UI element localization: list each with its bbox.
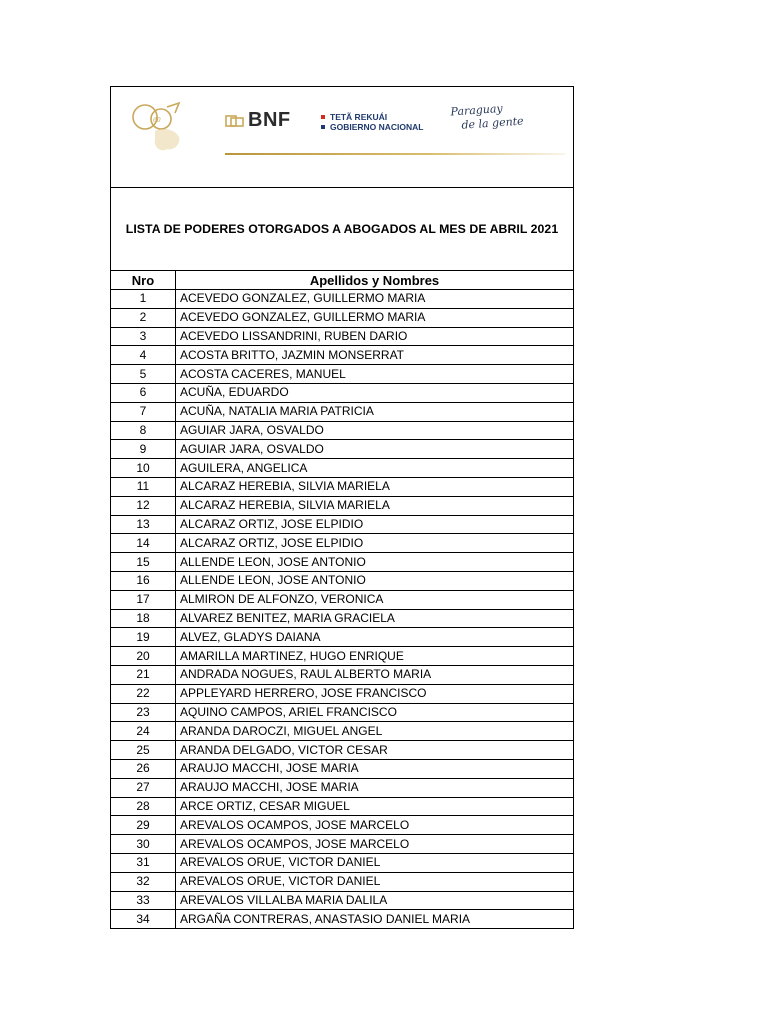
row-number: 21 — [111, 665, 176, 684]
row-number: 2 — [111, 308, 176, 327]
row-name: ARAUJO MACCHI, JOSE MARIA — [176, 778, 574, 797]
table-row — [111, 496, 573, 515]
row-name: ACOSTA CACERES, MANUEL — [176, 365, 574, 384]
row-number: 31 — [111, 853, 176, 872]
bnf-mark-icon — [225, 113, 245, 129]
row-number: 12 — [111, 496, 176, 515]
row-number: 30 — [111, 835, 176, 854]
table-header-row — [111, 271, 573, 290]
slogan-signature — [450, 101, 524, 134]
row-name: ALVEZ, GLADYS DAIANA — [176, 628, 574, 647]
table-row — [111, 553, 573, 572]
row-number: 22 — [111, 684, 176, 703]
row-name: ANDRADA NOGUES, RAUL ALBERTO MARIA — [176, 665, 574, 684]
table-row — [111, 684, 573, 703]
row-name: ARGAÑA CONTRERAS, ANASTASIO DANIEL MARIA — [180, 911, 471, 926]
row-number: 25 — [111, 741, 176, 760]
table-row — [111, 383, 573, 402]
row-number: 18 — [111, 609, 176, 628]
table-row — [111, 722, 573, 741]
government-logo — [321, 112, 424, 132]
table-row — [111, 402, 573, 421]
row-name: ARAUJO MACCHI, JOSE MARIA — [176, 759, 574, 778]
flag-red-icon — [321, 115, 325, 119]
row-number: 10 — [111, 459, 176, 478]
table-row — [111, 459, 573, 478]
table-row — [111, 365, 573, 384]
row-name: AGUIAR JARA, OSVALDO — [176, 440, 574, 459]
row-name: ACEVEDO GONZALEZ, GUILLERMO MARIA — [176, 290, 574, 309]
row-number: 8 — [111, 421, 176, 440]
table-row — [111, 346, 573, 365]
table-row — [111, 853, 573, 872]
row-name: ALVAREZ BENITEZ, MARIA GRACIELA — [176, 609, 574, 628]
table-row — [111, 741, 573, 760]
table-row — [111, 835, 573, 854]
row-name: AREVALOS OCAMPOS, JOSE MARCELO — [176, 816, 574, 835]
table-row — [111, 515, 573, 534]
row-name: ALLENDE LEON, JOSE ANTONIO — [176, 553, 574, 572]
table-row — [111, 665, 573, 684]
row-name: ACOSTA BRITTO, JAZMIN MONSERRAT — [176, 346, 574, 365]
letterhead — [111, 87, 573, 188]
column-header-nro: Nro — [111, 271, 176, 290]
row-name: AREVALOS ORUE, VICTOR DANIEL — [176, 853, 574, 872]
row-name: ARANDA DELGADO, VICTOR CESAR — [176, 741, 574, 760]
row-number: 4 — [111, 346, 176, 365]
lawyers-table — [111, 271, 573, 928]
row-number: 19 — [111, 628, 176, 647]
table-row — [111, 290, 573, 309]
row-name: ACUÑA, EDUARDO — [176, 383, 574, 402]
row-number: 3 — [111, 327, 176, 346]
row-name: ALMIRON DE ALFONZO, VERONICA — [176, 590, 574, 609]
table-row — [111, 571, 573, 590]
row-number: 13 — [111, 515, 176, 534]
bnf-label: BNF — [248, 109, 291, 131]
gov-line-2: GOBIERNO NACIONAL — [330, 122, 424, 132]
table-row — [111, 421, 573, 440]
bnf-logo — [225, 109, 291, 132]
row-name: APPLEYARD HERRERO, JOSE FRANCISCO — [176, 684, 574, 703]
document-title: LISTA DE PODERES OTORGADOS A ABOGADOS AL MES DE ABRIL 2021 — [125, 222, 559, 236]
row-name: ACUÑA, NATALIA MARIA PATRICIA — [176, 402, 574, 421]
row-name: ACEVEDO LISSANDRINI, RUBEN DARIO — [176, 327, 574, 346]
flag-blue-icon — [321, 125, 325, 129]
header-divider — [225, 153, 565, 155]
table-row — [111, 703, 573, 722]
row-name: AREVALOS ORUE, VICTOR DANIEL — [176, 872, 574, 891]
column-header-name: Apellidos y Nombres — [176, 271, 574, 290]
row-name: AREVALOS OCAMPOS, JOSE MARCELO — [176, 835, 574, 854]
row-name: ALCARAZ ORTIZ, JOSE ELPIDIO — [176, 534, 574, 553]
row-number: 29 — [111, 816, 176, 835]
row-number: 6 — [111, 383, 176, 402]
slogan-line-1: Paraguay — [450, 101, 504, 119]
row-number: 16 — [111, 571, 176, 590]
anniversary-60-logo-icon — [123, 93, 193, 157]
row-number: 26 — [111, 759, 176, 778]
table-row — [111, 759, 573, 778]
slogan-line-2: de la gente — [461, 114, 525, 132]
table-row — [111, 440, 573, 459]
row-number: 7 — [111, 402, 176, 421]
row-name: AMARILLA MARTINEZ, HUGO ENRIQUE — [176, 647, 574, 666]
table-row — [111, 797, 573, 816]
row-name: ACEVEDO GONZALEZ, GUILLERMO MARIA — [176, 308, 574, 327]
table-row — [111, 628, 573, 647]
row-number: 34 — [111, 910, 176, 928]
row-number: 1 — [111, 290, 176, 309]
row-name: ALCARAZ HEREBIA, SILVIA MARIELA — [176, 496, 574, 515]
document-sheet — [110, 86, 574, 929]
row-number: 32 — [111, 872, 176, 891]
table-row — [111, 327, 573, 346]
row-number: 20 — [111, 647, 176, 666]
row-number: 28 — [111, 797, 176, 816]
row-number: 17 — [111, 590, 176, 609]
row-name: AGUILERA, ANGELICA — [176, 459, 574, 478]
table-row — [111, 308, 573, 327]
row-name: ALCARAZ ORTIZ, JOSE ELPIDIO — [176, 515, 574, 534]
row-name: ALCARAZ HEREBIA, SILVIA MARIELA — [176, 477, 574, 496]
row-name: AGUIAR JARA, OSVALDO — [176, 421, 574, 440]
row-number: 14 — [111, 534, 176, 553]
row-name: AQUINO CAMPOS, ARIEL FRANCISCO — [176, 703, 574, 722]
row-number: 9 — [111, 440, 176, 459]
row-name: AREVALOS VILLALBA MARIA DALILA — [176, 891, 574, 910]
row-number: 23 — [111, 703, 176, 722]
table-row — [111, 816, 573, 835]
table-row — [111, 910, 573, 928]
logo-60-label: 60 — [153, 117, 161, 124]
gov-line-1: TETÃ REKUÁI — [330, 112, 388, 122]
table-row — [111, 891, 573, 910]
table-row — [111, 590, 573, 609]
row-number: 24 — [111, 722, 176, 741]
table-row — [111, 778, 573, 797]
row-name: ALLENDE LEON, JOSE ANTONIO — [176, 571, 574, 590]
title-box — [111, 188, 573, 271]
row-name: ARCE ORTIZ, CESAR MIGUEL — [176, 797, 574, 816]
row-number: 11 — [111, 477, 176, 496]
row-number: 27 — [111, 778, 176, 797]
row-number: 5 — [111, 365, 176, 384]
table-row — [111, 534, 573, 553]
table-row — [111, 609, 573, 628]
table-row — [111, 872, 573, 891]
row-number: 33 — [111, 891, 176, 910]
row-number: 15 — [111, 553, 176, 572]
row-name: ARANDA DAROCZI, MIGUEL ANGEL — [176, 722, 574, 741]
table-row — [111, 647, 573, 666]
table-row — [111, 477, 573, 496]
